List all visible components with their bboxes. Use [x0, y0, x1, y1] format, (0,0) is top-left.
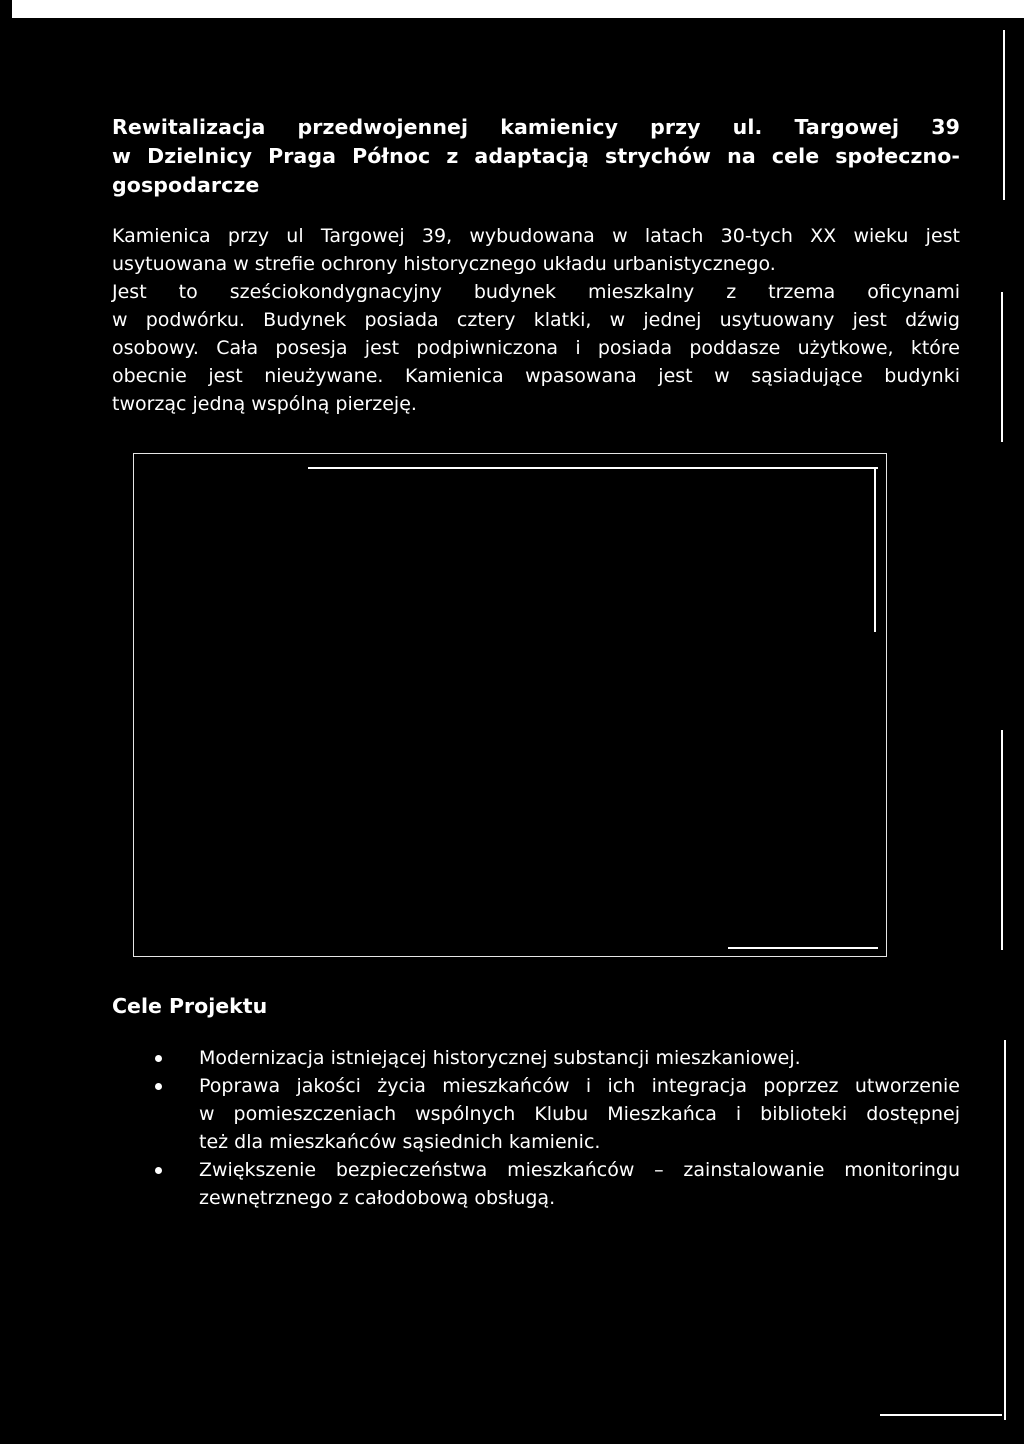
paragraph-line: usytuowana w strefie ochrony historycznego układu urbanistycznego.	[112, 253, 776, 275]
photo-top-edge	[308, 467, 878, 469]
scan-edge-line	[1004, 1040, 1006, 1420]
bullet-icon	[155, 1055, 162, 1062]
list-item-line: Modernizacja istniejącej historycznej substancji mieszkaniowej.	[199, 1047, 801, 1069]
document-title	[112, 113, 960, 200]
goals-section-title: Cele Projektu	[112, 994, 268, 1018]
description-paragraph	[112, 222, 960, 418]
paragraph-line: tworząc jedną wspólną pierzeję.	[112, 393, 417, 415]
list-item-line: Zwiększenie bezpieczeństwa mieszkańców – zainstalowanie monitoringu	[199, 1159, 960, 1181]
document-page	[112, 113, 960, 418]
scan-bottom-line	[880, 1414, 1002, 1416]
paragraph-line: Jest to sześciokondygnacyjny budynek mieszkalny z trzema oficynami	[112, 281, 960, 303]
photo-bottom-edge	[728, 947, 878, 949]
building-photo-frame	[133, 453, 887, 957]
list-item-line: w pomieszczeniach wspólnych Klubu Mieszkańca i biblioteki dostępnej	[199, 1103, 960, 1125]
photo-right-edge	[874, 467, 876, 632]
title-line: Rewitalizacja przedwojennej kamienicy przy ul. Targowej 39	[112, 115, 960, 139]
list-item-line: zewnętrznego z całodobową obsługą.	[199, 1187, 556, 1209]
list-item-line: też dla mieszkańców sąsiednich kamienic.	[199, 1131, 601, 1153]
scan-edge-line	[1001, 730, 1003, 950]
goals-list	[152, 1044, 960, 1212]
paragraph-line: Kamienica przy ul Targowej 39, wybudowana w latach 30-tych XX wieku jest	[112, 225, 960, 247]
paragraph-line: obecnie jest nieużywane. Kamienica wpasowana jest w sąsiadujące budynki	[112, 365, 960, 387]
bullet-icon	[155, 1083, 162, 1090]
title-line: gospodarcze	[112, 173, 260, 197]
list-item	[152, 1156, 960, 1212]
list-item	[152, 1072, 960, 1156]
bullet-icon	[155, 1167, 162, 1174]
list-item	[152, 1044, 960, 1072]
paragraph-line: w podwórku. Budynek posiada cztery klatki, w jednej usytuowany jest dźwig	[112, 309, 960, 331]
title-line: w Dzielnicy Praga Północ z adaptacją strychów na cele społeczno-	[112, 144, 960, 168]
list-item-line: Poprawa jakości życia mieszkańców i ich integracja poprzez utworzenie	[199, 1075, 960, 1097]
scan-edge-line	[1001, 292, 1003, 442]
scan-edge-line	[1003, 30, 1005, 200]
scan-corner-mark	[0, 0, 12, 18]
scan-top-margin	[0, 0, 1024, 18]
paragraph-line: osobowy. Cała posesja jest podpiwniczona i posiada poddasze użytkowe, które	[112, 337, 960, 359]
